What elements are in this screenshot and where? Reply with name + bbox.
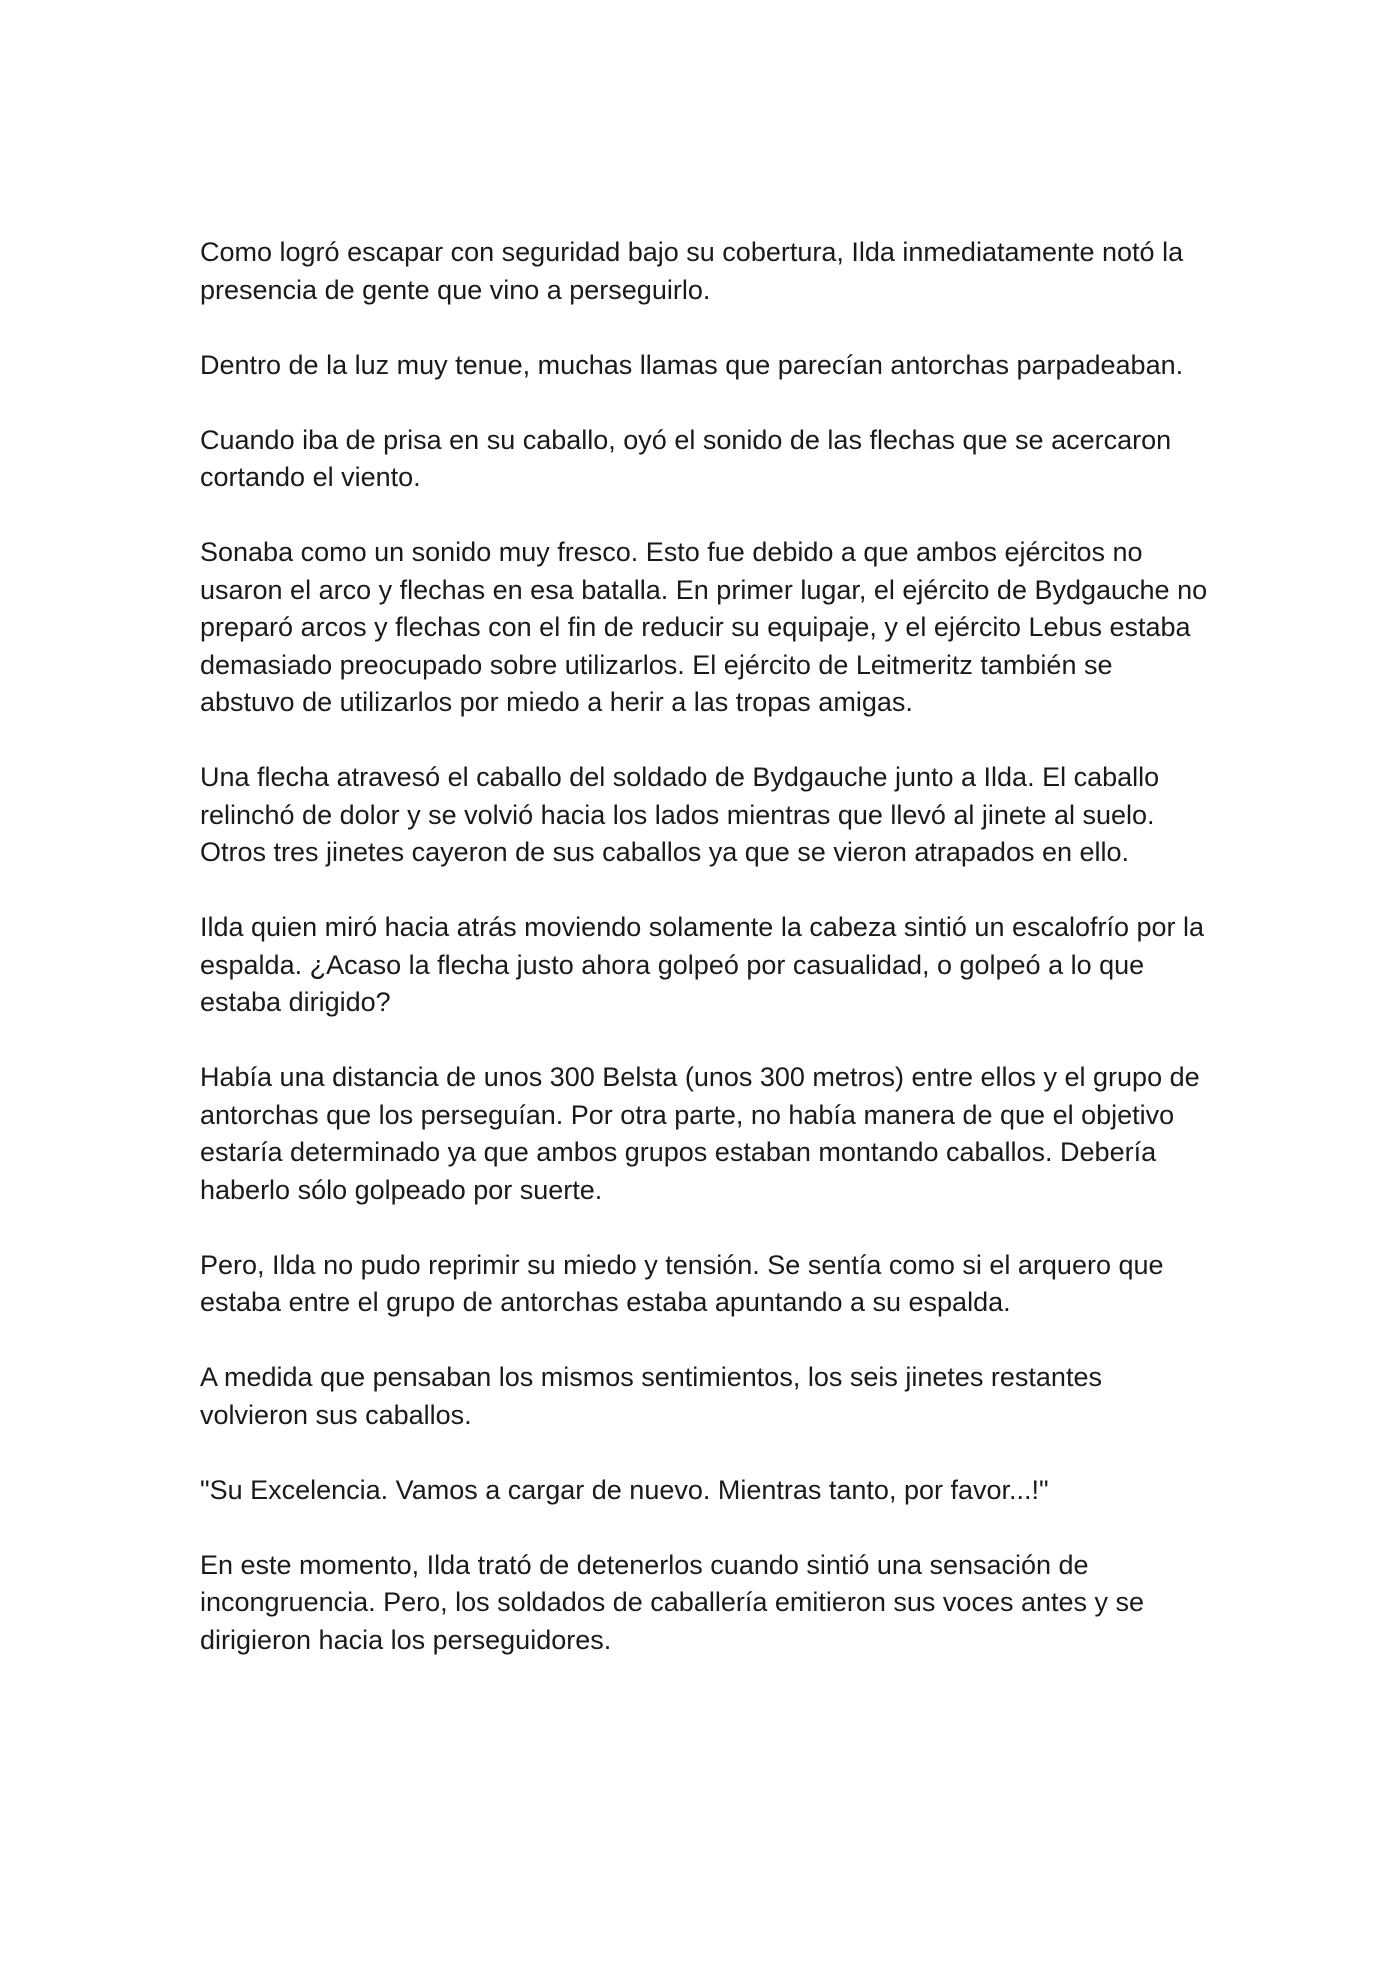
paragraph: Pero, Ilda no pudo reprimir su miedo y tensión. Se sentía como si el arquero que estaba entre el grupo de antorchas estaba apuntando a su espalda. (200, 1249, 1164, 1317)
document-body (200, 234, 1210, 1697)
paragraph: En este momento, Ilda trató de detenerlos cuando sintió una sensación de incongruencia. Pero, los soldados de caballería emitieron sus voces antes y se dirigieron hacia los perseguidores. (200, 1549, 1145, 1655)
paragraph: Sonaba como un sonido muy fresco. Esto fue debido a que ambos ejércitos no usaron el arco y flechas en esa batalla. En primer lugar, el ejército de Bydgauche no preparó arcos y flechas con el fin de reducir su equipaje, y el ejército Lebus estaba demasiado preocupado sobre utilizarlos. El ejército de Leitmeritz también se abstuvo de utilizarlos por miedo a herir a las tropas amigas. (200, 537, 1208, 717)
paragraph: Ilda quien miró hacia atrás moviendo solamente la cabeza sintió un escalofrío por la espalda. ¿Acaso la flecha justo ahora golpeó por casualidad, o golpeó a lo que estaba dirigido? (200, 912, 1205, 1017)
paragraph: Una flecha atravesó el caballo del soldado de Bydgauche junto a Ilda. El caballo relinchó de dolor y se volvió hacia los lados mientras que llevó al jinete al suelo. Otros tres jinetes cayeron de sus caballos ya que se vieron atrapados en ello. (200, 762, 1160, 867)
paragraph: A medida que pensaban los mismos sentimientos, los seis jinetes restantes volvieron sus caballos. (200, 1362, 1102, 1430)
paragraph: "Su Excelencia. Vamos a cargar de nuevo. Mientras tanto, por favor...!" (200, 1474, 1049, 1505)
paragraph: Dentro de la luz muy tenue, muchas llamas que parecían antorchas parpadeaban. (200, 349, 1184, 380)
paragraph: Cuando iba de prisa en su caballo, oyó el sonido de las flechas que se acercaron cortando el viento. (200, 424, 1172, 492)
paragraph: Como logró escapar con seguridad bajo su cobertura, Ilda inmediatamente notó la presencia de gente que vino a perseguirlo. (200, 237, 1184, 305)
paragraph: Había una distancia de unos 300 Belsta (unos 300 metros) entre ellos y el grupo de antorchas que los perseguían. Por otra parte, no había manera de que el objetivo estaría determinado ya que ambos grupos estaban montando caballos. Debería haberlo sólo golpeado por suerte. (200, 1062, 1200, 1205)
